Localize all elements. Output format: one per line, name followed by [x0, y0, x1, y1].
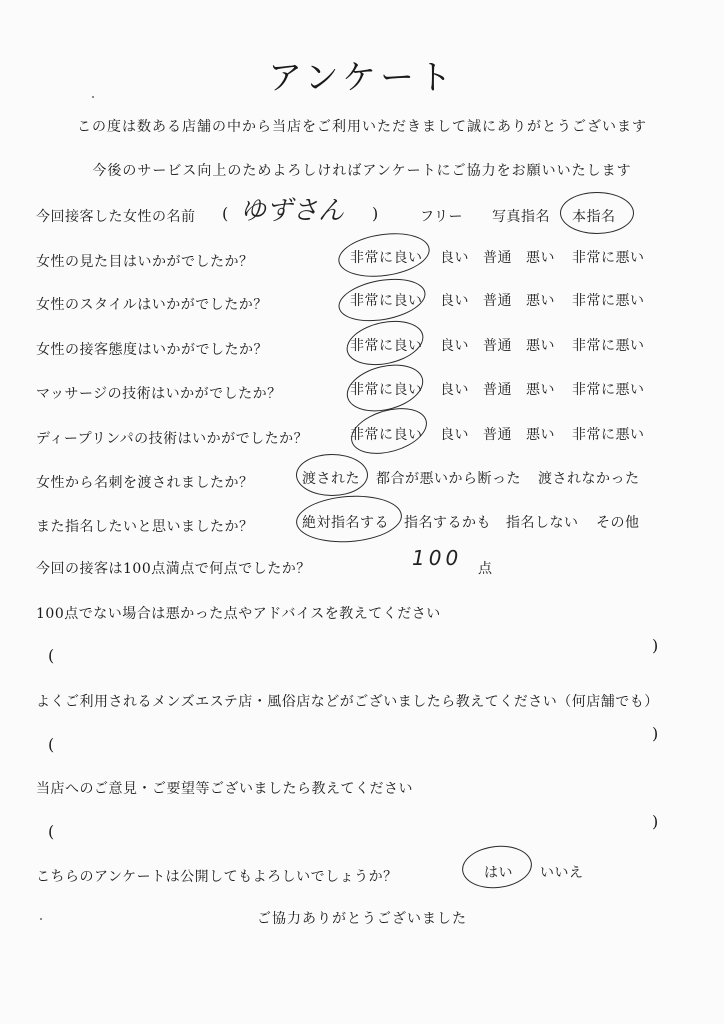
opinion-question: 当店へのご意見・ご要望等ございましたら教えてください	[36, 781, 413, 797]
rating-3-bad[interactable]: 悪い	[526, 338, 555, 354]
selection-circle	[295, 492, 404, 545]
selection-circle	[346, 400, 433, 462]
selection-circle	[335, 273, 429, 328]
name-question-label: 今回接客した女性の名前	[36, 209, 196, 225]
rating-1-bad[interactable]: 悪い	[526, 250, 555, 266]
selection-circle	[336, 228, 433, 282]
rating-1-very-bad[interactable]: 非常に悪い	[572, 250, 645, 266]
name-close-paren: )	[372, 204, 379, 223]
rating-2-bad[interactable]: 悪い	[526, 293, 555, 309]
repeat-option-maybe[interactable]: 指名するかも	[404, 515, 491, 531]
advice-question: 100点でない場合は悪かった点やアドバイスを教えてください	[36, 606, 441, 622]
other-shops-question: よくご利用されるメンズエステ店・風俗店などがございましたら教えてください（何店舗でも）	[36, 694, 659, 710]
selection-circle	[460, 842, 534, 891]
repeat-option-definitely[interactable]: 絶対指名する	[302, 515, 389, 531]
rating-4-average[interactable]: 普通	[483, 382, 512, 398]
rating-question-5: ディープリンパの技術はいかがでしたか？	[36, 431, 309, 447]
name-option-photo[interactable]: 写真指名	[492, 209, 550, 225]
rating-5-good[interactable]: 良い	[440, 427, 469, 443]
rating-4-bad[interactable]: 悪い	[526, 382, 555, 398]
rating-1-very-good[interactable]: 非常に良い	[350, 250, 423, 266]
footer-thanks: ご協力ありがとうございました	[257, 911, 467, 927]
publish-question: こちらのアンケートは公開してもよろしいでしょうか？	[36, 869, 398, 885]
score-answer[interactable]: 100	[412, 546, 463, 570]
repeat-option-no[interactable]: 指名しない	[506, 515, 579, 531]
rating-4-very-good[interactable]: 非常に良い	[350, 382, 423, 398]
rating-question-4: マッサージの技術はいかがでしたか？	[36, 386, 282, 402]
card-option-received[interactable]: 渡された	[302, 471, 360, 487]
rating-2-very-good[interactable]: 非常に良い	[350, 293, 423, 309]
intro-line-1: この度は数ある店舗の中から当店をご利用いただきまして誠にありがとうございます	[77, 119, 647, 135]
rating-question-2: 女性のスタイルはいかがでしたか？	[36, 297, 268, 313]
rating-4-very-bad[interactable]: 非常に悪い	[572, 382, 645, 398]
card-question: 女性から名刺を渡されましたか？	[36, 475, 254, 491]
selection-circle	[342, 314, 427, 371]
scan-speck	[40, 918, 42, 920]
name-answer[interactable]: ゆずさん	[240, 196, 345, 226]
name-open-paren: (	[222, 204, 229, 223]
scan-speck	[92, 96, 94, 98]
opinion-close-paren: )	[652, 812, 659, 831]
intro-line-2: 今後のサービス向上のためよろしければアンケートにご協力をお願いいたします	[92, 163, 632, 179]
publish-option-yes[interactable]: はい	[484, 865, 513, 881]
advice-open-paren: (	[48, 646, 55, 665]
rating-3-very-good[interactable]: 非常に良い	[350, 338, 423, 354]
other-shops-open-paren: (	[48, 735, 55, 754]
other-shops-close-paren: )	[652, 724, 659, 743]
card-option-declined[interactable]: 都合が悪いから断った	[376, 471, 521, 487]
selection-circle	[560, 192, 634, 234]
score-unit: 点	[478, 561, 493, 577]
rating-3-good[interactable]: 良い	[440, 338, 469, 354]
page-title: アンケート	[268, 58, 456, 98]
card-option-not-received[interactable]: 渡されなかった	[538, 471, 640, 487]
repeat-option-other[interactable]: その他	[596, 515, 640, 531]
rating-1-average[interactable]: 普通	[483, 250, 512, 266]
rating-3-very-bad[interactable]: 非常に悪い	[572, 338, 645, 354]
rating-1-good[interactable]: 良い	[440, 250, 469, 266]
selection-circle	[296, 454, 368, 496]
publish-option-no[interactable]: いいえ	[540, 865, 584, 881]
name-option-regular[interactable]: 本指名	[572, 209, 616, 225]
rating-5-very-bad[interactable]: 非常に悪い	[572, 427, 645, 443]
rating-5-very-good[interactable]: 非常に良い	[350, 427, 423, 443]
rating-question-1: 女性の見た目はいかがでしたか？	[36, 254, 254, 270]
opinion-open-paren: (	[48, 822, 55, 841]
rating-5-bad[interactable]: 悪い	[526, 427, 555, 443]
rating-2-very-bad[interactable]: 非常に悪い	[572, 293, 645, 309]
name-option-free[interactable]: フリー	[420, 209, 463, 225]
rating-2-average[interactable]: 普通	[483, 293, 512, 309]
rating-question-3: 女性の接客態度はいかがでしたか？	[36, 342, 268, 358]
rating-5-average[interactable]: 普通	[483, 427, 512, 443]
advice-close-paren: )	[652, 636, 659, 655]
repeat-question: また指名したいと思いましたか？	[36, 519, 254, 535]
rating-4-good[interactable]: 良い	[440, 382, 469, 398]
rating-2-good[interactable]: 良い	[440, 293, 469, 309]
rating-3-average[interactable]: 普通	[483, 338, 512, 354]
score-question: 今回の接客は100点満点で何点でしたか？	[36, 561, 311, 577]
